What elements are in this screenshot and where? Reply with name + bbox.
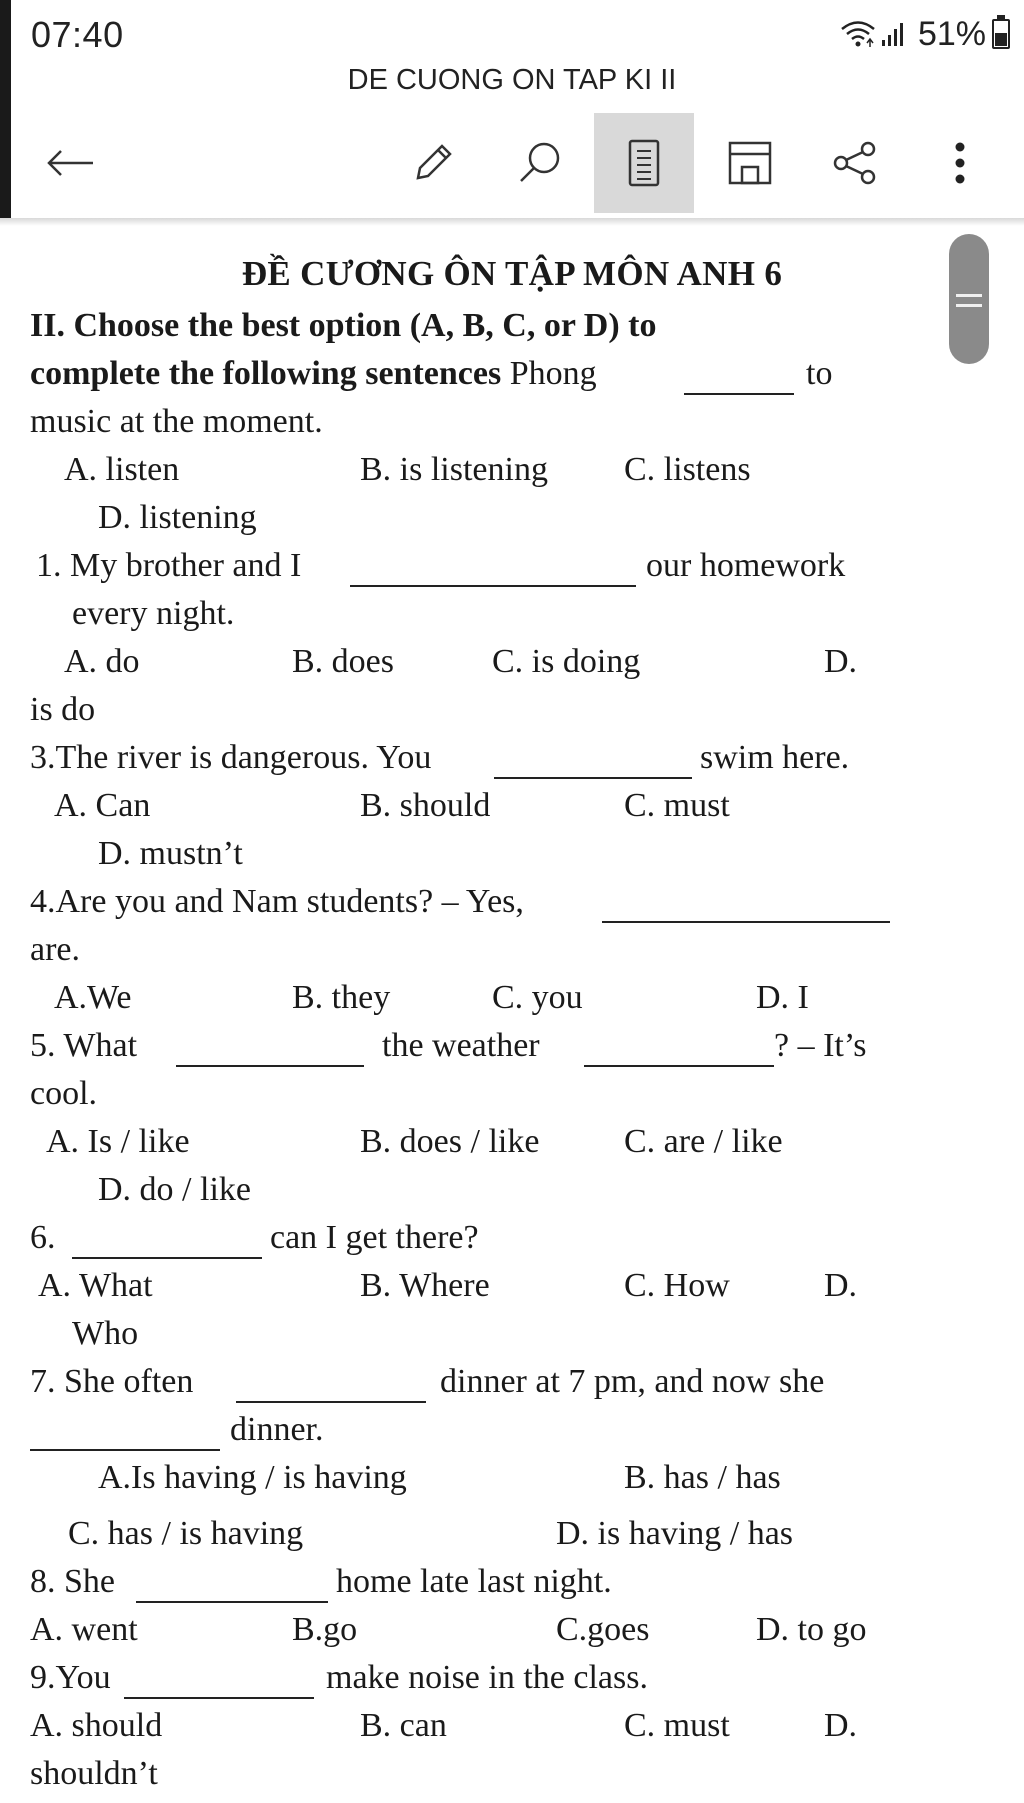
option-a: A. listen bbox=[64, 451, 180, 488]
option-d-cont: is do bbox=[30, 691, 96, 728]
option-d: D. to go bbox=[756, 1611, 867, 1648]
option-d: D. I bbox=[756, 979, 809, 1016]
option-a: A.We bbox=[54, 979, 132, 1016]
status-time: 07:40 bbox=[31, 14, 124, 55]
option-c: C. are / like bbox=[624, 1123, 783, 1160]
question-3-after: swim here. bbox=[700, 739, 850, 776]
document-page[interactable] bbox=[0, 226, 1024, 1803]
option-d: D. bbox=[824, 643, 858, 680]
question-6-after: can I get there? bbox=[270, 1219, 479, 1256]
option-b: B.go bbox=[292, 1611, 358, 1648]
save-icon bbox=[727, 140, 773, 186]
answer-blank bbox=[684, 365, 794, 395]
question-3: 3.The river is dangerous. You bbox=[30, 739, 432, 776]
option-a: A. Is / like bbox=[46, 1123, 190, 1160]
question-0-line: complete the following sentences Phong bbox=[30, 355, 597, 392]
question-4: 4.Are you and Nam students? – Yes, bbox=[30, 883, 524, 920]
question-5-after: ? – It’s bbox=[774, 1027, 867, 1064]
answer-blank bbox=[72, 1229, 262, 1259]
signal-icon bbox=[880, 20, 908, 48]
edit-button[interactable] bbox=[398, 113, 468, 213]
search-button[interactable] bbox=[505, 113, 575, 213]
option-d-cont: shouldn’t bbox=[30, 1755, 158, 1792]
document-heading: ĐỀ CƯƠNG ÔN TẬP MÔN ANH 6 bbox=[241, 254, 783, 293]
question-7-after: dinner. bbox=[230, 1411, 324, 1448]
option-d: D. mustn’t bbox=[98, 835, 243, 872]
option-d: D. listening bbox=[98, 499, 257, 536]
option-b: B. does bbox=[292, 643, 394, 680]
answer-blank bbox=[236, 1373, 426, 1403]
question-5-cont: cool. bbox=[30, 1075, 98, 1112]
option-a: A. should bbox=[30, 1707, 163, 1744]
option-b: B. should bbox=[360, 787, 491, 824]
option-a: A. do bbox=[64, 643, 140, 680]
option-a: A. What bbox=[38, 1267, 153, 1304]
battery-percent: 51% bbox=[917, 14, 986, 53]
option-a: A. Can bbox=[54, 787, 151, 824]
question-6: 6. bbox=[30, 1219, 56, 1256]
reader-mode-button[interactable] bbox=[594, 113, 694, 213]
more-options-button[interactable] bbox=[935, 113, 985, 213]
option-c: C. listens bbox=[624, 451, 751, 488]
question-9-after: make noise in the class. bbox=[326, 1659, 648, 1696]
option-d: D. bbox=[824, 1267, 858, 1304]
search-icon bbox=[515, 138, 565, 188]
question-9: 9.You bbox=[30, 1659, 111, 1696]
option-c: C. must bbox=[624, 1707, 730, 1744]
option-c: C. has / is having bbox=[68, 1515, 304, 1552]
more-vert-icon bbox=[954, 141, 966, 185]
question-4-cont: are. bbox=[30, 931, 81, 968]
toolbar bbox=[0, 113, 1024, 218]
option-b: B. does / like bbox=[360, 1123, 540, 1160]
option-c: C. is doing bbox=[492, 643, 641, 680]
option-c: C. How bbox=[624, 1267, 730, 1304]
option-a: A.Is having / is having bbox=[98, 1459, 407, 1496]
option-b: B. they bbox=[292, 979, 391, 1016]
question-5: 5. What bbox=[30, 1027, 138, 1064]
answer-blank bbox=[584, 1037, 774, 1067]
battery-icon bbox=[992, 19, 1010, 49]
option-b: B. can bbox=[360, 1707, 447, 1744]
answer-blank bbox=[136, 1573, 328, 1603]
option-b: B. is listening bbox=[360, 451, 548, 488]
option-b: B. has / has bbox=[624, 1459, 781, 1496]
share-button[interactable] bbox=[820, 113, 890, 213]
reader-mode-icon bbox=[628, 139, 660, 187]
answer-blank bbox=[30, 1421, 220, 1451]
question-0-cont: music at the moment. bbox=[30, 403, 323, 440]
option-d: D. do / like bbox=[98, 1171, 251, 1208]
question-1-after: our homework bbox=[646, 547, 846, 584]
back-arrow-icon bbox=[45, 148, 95, 178]
option-c: C. must bbox=[624, 787, 730, 824]
answer-blank bbox=[176, 1037, 364, 1067]
share-icon bbox=[832, 140, 878, 186]
answer-blank bbox=[350, 557, 636, 587]
answer-blank bbox=[124, 1669, 314, 1699]
status-bar bbox=[0, 0, 1024, 64]
option-d-cont: Who bbox=[72, 1315, 139, 1352]
toolbar-divider bbox=[0, 218, 1024, 226]
option-a: A. went bbox=[30, 1611, 138, 1648]
answer-blank bbox=[602, 893, 890, 923]
option-b: B. Where bbox=[360, 1267, 490, 1304]
status-icons bbox=[840, 14, 1010, 54]
question-0-after: to bbox=[806, 355, 833, 392]
section-title: II. Choose the best option (A, B, C, or D) to bbox=[30, 307, 657, 344]
question-7: 7. She often bbox=[30, 1363, 194, 1400]
document-title: DE CUONG ON TAP KI II bbox=[347, 64, 677, 96]
scroll-thumb[interactable] bbox=[949, 234, 989, 364]
option-d: D. is having / has bbox=[556, 1515, 794, 1552]
option-c: C.goes bbox=[556, 1611, 650, 1648]
question-5-mid: the weather bbox=[382, 1027, 540, 1064]
answer-blank bbox=[494, 749, 692, 779]
question-7-mid: dinner at 7 pm, and now she bbox=[440, 1363, 825, 1400]
wifi-icon bbox=[840, 19, 876, 49]
question-8-after: home late last night. bbox=[336, 1563, 612, 1600]
save-button[interactable] bbox=[715, 113, 785, 213]
question-8: 8. She bbox=[30, 1563, 115, 1600]
question-1: 1. My brother and I bbox=[36, 547, 302, 584]
option-c: C. you bbox=[492, 979, 583, 1016]
pencil-icon bbox=[410, 140, 456, 186]
question-1-cont: every night. bbox=[72, 595, 235, 632]
option-d: D. bbox=[824, 1707, 858, 1744]
back-button[interactable] bbox=[30, 113, 110, 213]
